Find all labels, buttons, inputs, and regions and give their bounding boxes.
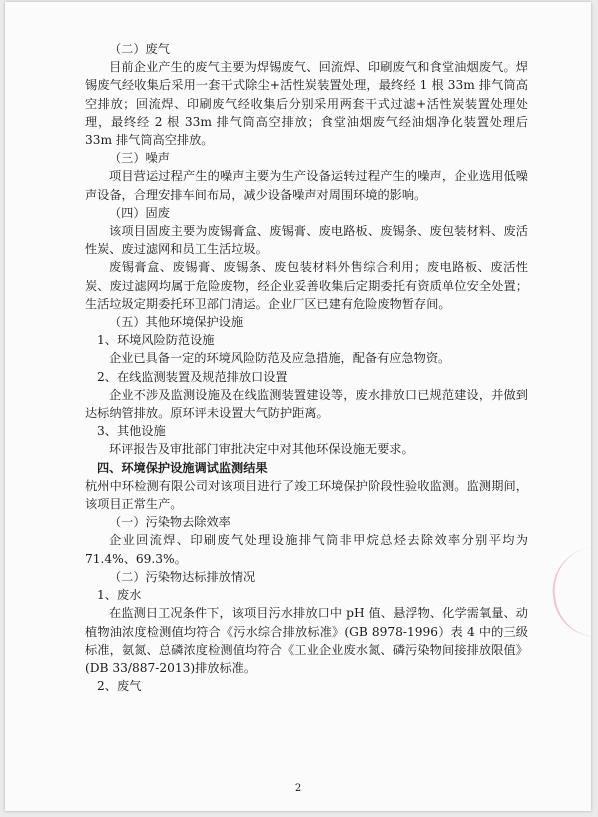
paragraph-solid-waste-disposal: 废锡膏盒、废锡膏、废锡条、废包装材料外售综合利用；废电路板、废活性炭、废过滤网均属于危险废物，经企业妥善收集后定期委托有资质单位安全处置；生活垃圾定期委托环卫部门清运。企业厂区已建有危险废物暂存间。 xyxy=(85,260,528,311)
seal-stamp-edge xyxy=(547,547,591,642)
paragraph-removal-efficiency: 企业回流焊、印刷废气处理设施排气筒非甲烷总烃去除效率分别平均为 71.4%、69.3%。 xyxy=(85,533,528,566)
section-heading-monitoring-results: 四、环境保护设施调试监测结果 xyxy=(97,460,268,475)
paragraph-noise: 项目营运过程产生的噪声主要为生产设备运转过程产生的噪声，企业选用低噪声设备，合理安排车间布局，减少设备噪声对周围环境的影响。 xyxy=(85,169,528,202)
paragraph-solid-waste-types: 该项目固废主要为废锡膏盒、废锡膏、废电路板、废锡条、废包装材料、废活性炭、废过滤网和员工生活垃圾。 xyxy=(85,224,528,257)
paragraph-exhaust-gas: 目前企业产生的废气主要为焊锡废气、回流焊、印刷废气和食堂油烟废气。焊锡废气经收集后采用一套干式除尘+活性炭装置处理，最终经 1 根 33m 排气筒高空排放；回流焊、印刷废气经收集后分别采用两套干式过滤+活性炭装置处理处理，最终经 2 根 33m 排气筒高空排放；食堂油烟废气经油烟净化装置处理后 33m 排气筒高空排放。 xyxy=(85,60,528,148)
paragraph-monitoring-agency: 杭州中环检测有限公司对该项目进行了竣工环境保护阶段性验收监测。监测期间，该项目正常生产。 xyxy=(85,478,528,512)
paragraph-online-monitoring: 企业不涉及监测设施及在线监测装置建设等，废水排放口已规范建设，并做到达标纳管排放。原环评未设置大气防护距离。 xyxy=(85,387,528,421)
paragraph-other-facilities: 环评报告及审批部门审批决定中对其他环保设施无要求。 xyxy=(109,442,414,457)
subheading-exhaust-gas-results: 2、废气 xyxy=(97,679,142,694)
paragraph-wastewater: 在监测日工况条件下，该项目污水排放口中 pH 值、悬浮物、化学需氧量、动植物油浓度检测值均符合《污水综合排放标准》(GB 8978-1996）表 4 中的三级标准，氨氮、总磷浓度检测值均符合《工业企业废水氮、磷污染物间接排放限值》(DB 33/887-2013)排放标准。 xyxy=(85,606,528,675)
subheading-online-monitoring: 2、在线监测装置及规范排放口设置 xyxy=(97,369,288,384)
subheading-emission-compliance: （二）污染物达标排放情况 xyxy=(109,569,256,584)
subheading-removal-efficiency: （一）污染物去除效率 xyxy=(109,515,231,530)
subheading-risk-prevention: 1、环境风险防范设施 xyxy=(97,333,215,348)
section-heading-solid-waste: （四）固废 xyxy=(109,205,170,220)
page-number: 2 xyxy=(294,783,302,794)
section-heading-other-facilities: （五）其他环境保护设施 xyxy=(109,315,244,330)
section-heading-exhaust-gas: （二）废气 xyxy=(109,42,170,56)
subheading-other-facilities: 3、其他设施 xyxy=(97,424,166,439)
paragraph-risk-prevention: 企业已具备一定的环境风险防范及应急措施，配备有应急物资。 xyxy=(109,351,451,366)
document-page xyxy=(5,2,591,811)
subheading-wastewater: 1、废水 xyxy=(97,588,142,603)
page-body xyxy=(85,40,528,695)
section-heading-noise: （三）噪声 xyxy=(109,151,170,166)
